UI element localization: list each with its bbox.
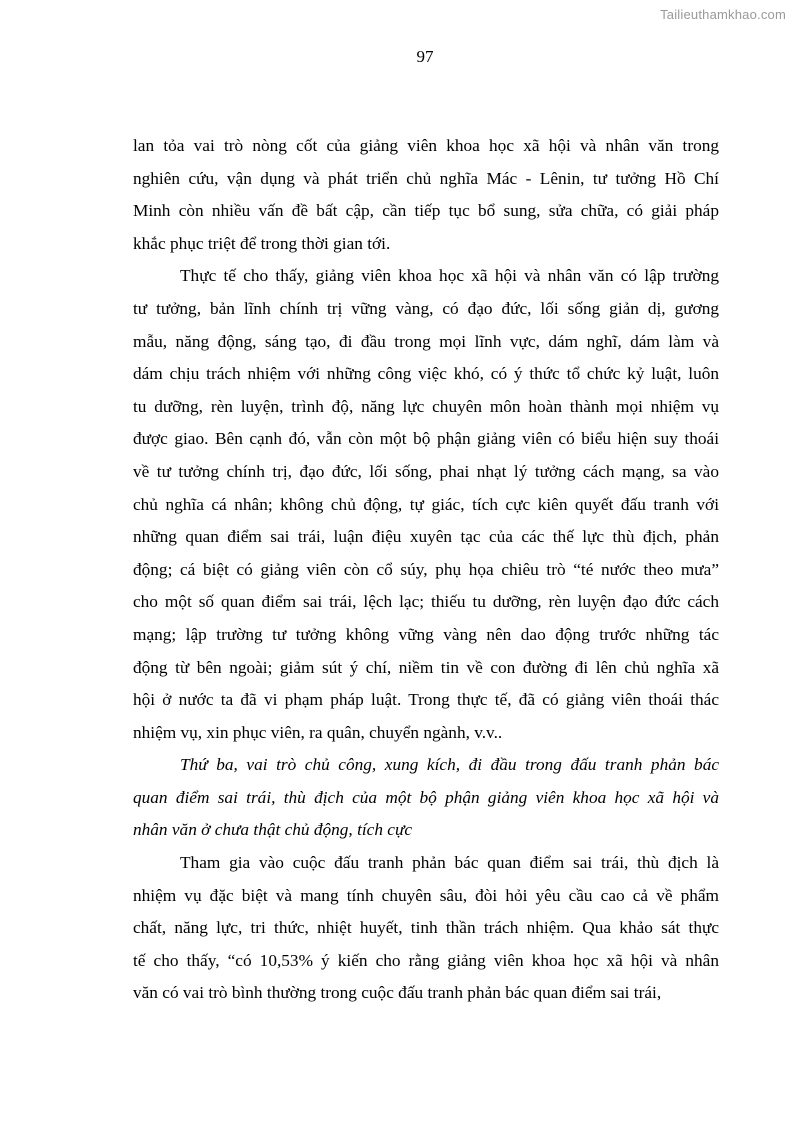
text-line: những quan điểm sai trái, luận điệu xuyên tạc của các thế lực thù địch, phản bbox=[133, 527, 719, 547]
text-line: dám chịu trách nhiệm với những công việc khó, có ý thức tổ chức kỷ luật, luôn bbox=[133, 364, 719, 384]
text-line: Tham gia vào cuộc đấu tranh phản bác quan điểm sai trái, thù địch là bbox=[180, 853, 719, 873]
page-number: 97 bbox=[416, 47, 434, 66]
watermark: Tailieuthamkhao.com bbox=[660, 7, 786, 22]
paragraph bbox=[133, 749, 719, 847]
paragraph bbox=[133, 130, 719, 260]
text-line: động; cá biệt có giảng viên còn cổ súy, phụ họa chiêu trò “té nước theo mưa” bbox=[133, 559, 719, 579]
paragraph bbox=[133, 260, 719, 749]
text-line: mạng; lập trường tư tưởng không vững vàng nên dao động trước những tác bbox=[133, 624, 719, 644]
text-line: được giao. Bên cạnh đó, vẫn còn một bộ phận giảng viên có biểu hiện suy thoái bbox=[133, 429, 719, 449]
text-line: tư tưởng, bản lĩnh chính trị vững vàng, có đạo đức, lối sống giản dị, gương bbox=[133, 298, 719, 318]
text-line: Minh còn nhiều vấn đề bất cập, cần tiếp tục bổ sung, sửa chữa, có giải pháp bbox=[133, 201, 719, 221]
text-line: nhiệm vụ, xin phục viên, ra quân, chuyển ngành, v.v.. bbox=[133, 722, 503, 742]
text-line: văn có vai trò bình thường trong cuộc đấu tranh phản bác quan điểm sai trái, bbox=[133, 983, 662, 1003]
paragraph bbox=[133, 847, 719, 1010]
text-line: lan tỏa vai trò nòng cốt của giảng viên khoa học xã hội và nhân văn trong bbox=[133, 136, 719, 155]
text-line: khắc phục triệt để trong thời gian tới. bbox=[133, 233, 391, 253]
text-line: chủ nghĩa cá nhân; không chủ động, tự giác, tích cực kiên quyết đấu tranh với bbox=[133, 494, 719, 514]
text-line: động từ bên ngoài; giảm sút ý chí, niềm tin về con đường đi lên chủ nghĩa xã bbox=[133, 657, 719, 677]
text-line: tu dưỡng, rèn luyện, trình độ, năng lực chuyên môn hoàn thành mọi nhiệm vụ bbox=[133, 396, 719, 416]
text-line: tế cho thấy, “có 10,53% ý kiến cho rằng giảng viên khoa học xã hội và nhân bbox=[133, 950, 719, 970]
text-line: về tư tưởng chính trị, đạo đức, lối sống, phai nhạt lý tưởng cách mạng, sa vào bbox=[133, 461, 719, 481]
text-line: chất, năng lực, tri thức, nhiệt huyết, tinh thần trách nhiệm. Qua khảo sát thực bbox=[133, 918, 719, 938]
text-line: Thứ ba, vai trò chủ công, xung kích, đi đầu trong đấu tranh phản bác bbox=[180, 755, 719, 775]
document-body bbox=[133, 130, 719, 1010]
text-line: nhiệm vụ đặc biệt và mang tính chuyên sâu, đòi hỏi yêu cầu cao cả về phẩm bbox=[133, 885, 719, 905]
text-line: mẫu, năng động, sáng tạo, đi đầu trong mọi lĩnh vực, dám nghĩ, dám làm và bbox=[133, 331, 719, 351]
text-line: Thực tế cho thấy, giảng viên khoa học xã hội và nhân văn có lập trường bbox=[180, 266, 719, 286]
text-line: cho một số quan điểm sai trái, lệch lạc; thiếu tu dưỡng, rèn luyện đạo đức cách bbox=[133, 592, 719, 612]
text-line: hội ở nước ta đã vi phạm pháp luật. Trong thực tế, đã có giảng viên thoái thác bbox=[133, 690, 719, 710]
text-line: nghiên cứu, vận dụng và phát triển chủ nghĩa Mác - Lênin, tư tưởng Hồ Chí bbox=[133, 168, 719, 188]
text-line: quan điểm sai trái, thù địch của một bộ phận giảng viên khoa học xã hội và bbox=[133, 787, 719, 807]
text-line: nhân văn ở chưa thật chủ động, tích cực bbox=[133, 820, 413, 840]
